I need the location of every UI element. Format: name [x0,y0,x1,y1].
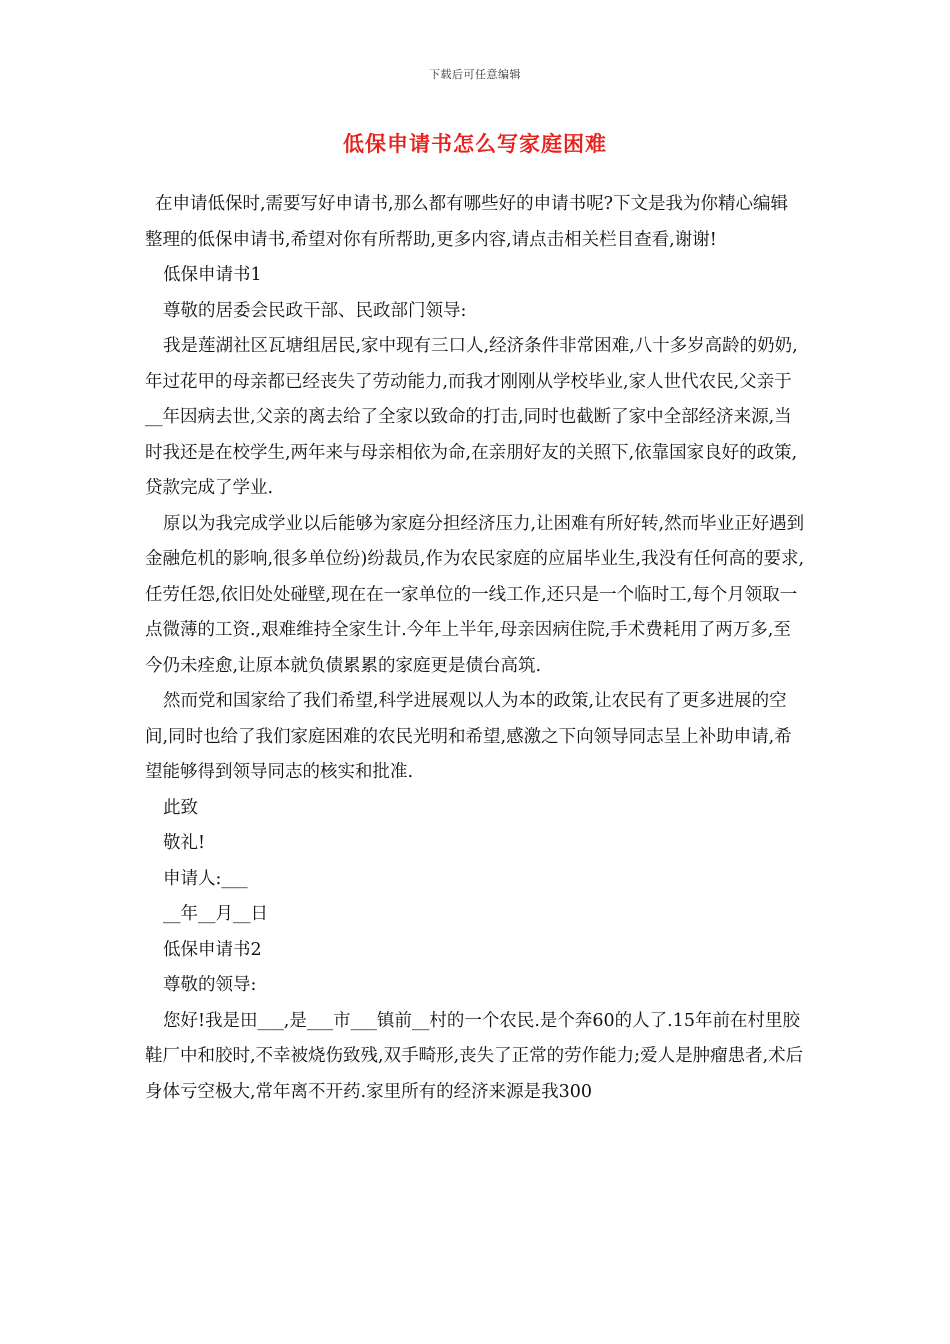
header-note: 下载后可任意编辑 [429,68,521,81]
letter1-heading: 低保申请书1 [163,265,262,285]
letter2-salutation: 尊敬的领导: [163,975,257,995]
letter1-closing-2: 敬礼! [163,833,206,853]
letter1-salutation: 尊敬的居委会民政干部、民政部门领导: [163,300,467,321]
document-title: 低保申请书怎么写家庭困难 [343,131,607,156]
letter1-paragraph-1: 我是莲湖社区瓦塘组居民,家中现有三口人,经济条件非常困难,八十多岁高龄的奶奶,年过花甲的母亲都已经丧失了劳动能力,而我才刚刚从学校毕业,家人世代农民,父亲于__年因病去世,父亲的离去给了全家以致命的打击,同时也截断了家中全部经济来源,当时我还是在校学生,两年来与母亲相依为命,在亲朋好友的关照下,依靠国家良好的政策,贷款完成了学业. [145,336,798,498]
letter1-date: __年__月__日 [163,904,268,924]
document-body [145,187,805,1110]
letter1-paragraph-2: 原以为我完成学业以后能够为家庭分担经济压力,让困难有所好转,然而毕业正好遇到金融危机的影响,很多单位纷)纷裁员,作为农民家庭的应届毕业生,我没有任何高的要求,任劳任怨,依旧处处碰壁,现在在一家单位的一线工作,还只是一个临时工,每个月领取一点微薄的工资.,艰难维持全家生计.今年上半年,母亲因病住院,手术费耗用了两万多,至今仍未痊愈,让原本就负债累累的家庭更是债台高筑. [145,513,805,676]
letter2-paragraph-1: 您好!我是田___,是___市___镇前__村的一个农民.是个奔60的人了.15年前在村里胶鞋厂中和胶时,不幸被烧伤致残,双手畸形,丧失了正常的劳作能力;爱人是肿瘤患者,术后身体亏空极大,常年离不开药.家里所有的经济来源是我300 [145,1010,804,1102]
intro-paragraph: 在申请低保时,需要写好申请书,那么都有哪些好的申请书呢?下文是我为你精心编辑整理的低保申请书,希望对你有所帮助,更多内容,请点击相关栏目查看,谢谢! [145,194,789,250]
letter1-applicant: 申请人:___ [163,868,248,889]
letter1-paragraph-3: 然而党和国家给了我们希望,科学进展观以人为本的政策,让农民有了更多进展的空间,同时也给了我们家庭困难的农民光明和希望,感激之下向领导同志呈上补助申请,希望能够得到领导同志的核实和批准. [145,691,792,782]
letter1-closing-1: 此致 [163,797,198,818]
letter2-heading: 低保申请书2 [163,939,262,960]
